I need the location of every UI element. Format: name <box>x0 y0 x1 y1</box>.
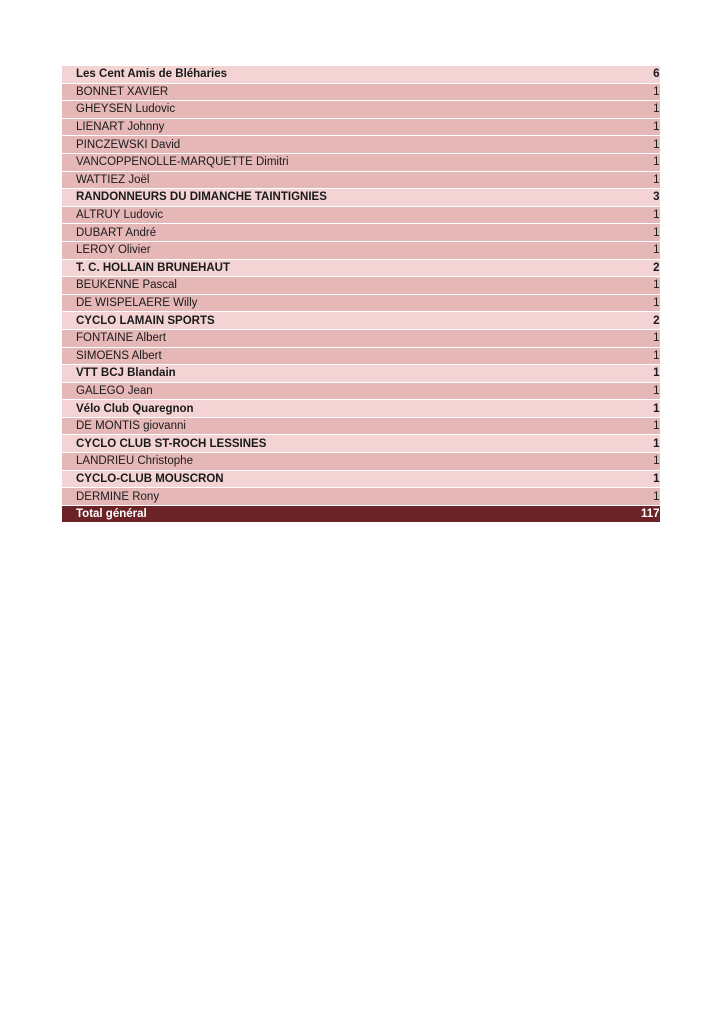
row-name: PINCZEWSKI David <box>62 136 574 154</box>
member-row <box>62 294 660 312</box>
member-row <box>62 329 660 347</box>
row-name: LIENART Johnny <box>62 118 574 136</box>
member-row <box>62 224 660 242</box>
member-row <box>62 171 660 189</box>
row-name: Vélo Club Quaregnon <box>62 400 574 418</box>
row-name: T. C. HOLLAIN BRUNEHAUT <box>62 259 574 277</box>
row-value-1: 1 <box>574 417 660 435</box>
total-row <box>62 505 660 523</box>
member-row <box>62 277 660 295</box>
row-value-1: 1 <box>574 470 660 488</box>
row-name: BEUKENNE Pascal <box>62 277 574 295</box>
member-row <box>62 382 660 400</box>
row-name: DE MONTIS giovanni <box>62 417 574 435</box>
row-value-1: 1 <box>574 224 660 242</box>
row-value-1: 3 <box>574 189 660 207</box>
row-name: Les Cent Amis de Bléharies <box>62 66 574 83</box>
row-name: DERMINE Rony <box>62 488 574 506</box>
row-value-1: 1 <box>574 101 660 119</box>
row-value-1: 1 <box>574 118 660 136</box>
member-row <box>62 241 660 259</box>
row-name: DUBART André <box>62 224 574 242</box>
row-value-1: 1 <box>574 488 660 506</box>
row-name: VANCOPPENOLLE-MARQUETTE Dimitri <box>62 153 574 171</box>
row-value-1: 1 <box>574 277 660 295</box>
row-value-1: 1 <box>574 329 660 347</box>
total-label: Total général <box>62 505 574 523</box>
row-name: CYCLO-CLUB MOUSCRON <box>62 470 574 488</box>
row-name: CYCLO LAMAIN SPORTS <box>62 312 574 330</box>
row-value-1: 2 <box>574 312 660 330</box>
row-name: FONTAINE Albert <box>62 329 574 347</box>
club-row <box>62 66 660 83</box>
row-value-1: 6 <box>574 66 660 83</box>
row-value-1: 1 <box>574 453 660 471</box>
row-name: ALTRUY Ludovic <box>62 206 574 224</box>
row-value-1: 1 <box>574 365 660 383</box>
row-value-1: 1 <box>574 435 660 453</box>
club-row <box>62 365 660 383</box>
row-value-1: 1 <box>574 400 660 418</box>
row-value-1: 1 <box>574 136 660 154</box>
member-row <box>62 136 660 154</box>
row-value-1: 2 <box>574 259 660 277</box>
club-row <box>62 259 660 277</box>
row-name: WATTIEZ Joël <box>62 171 574 189</box>
row-name: GALEGO Jean <box>62 382 574 400</box>
member-row <box>62 83 660 101</box>
row-name: SIMOENS Albert <box>62 347 574 365</box>
row-value-1: 1 <box>574 83 660 101</box>
row-name: LANDRIEU Christophe <box>62 453 574 471</box>
row-value-1: 1 <box>574 206 660 224</box>
member-row <box>62 206 660 224</box>
row-name: DE WISPELAERE Willy <box>62 294 574 312</box>
row-value-1: 1 <box>574 382 660 400</box>
row-value-1: 1 <box>574 347 660 365</box>
row-value-1: 1 <box>574 294 660 312</box>
club-row <box>62 400 660 418</box>
member-row <box>62 347 660 365</box>
row-name: VTT BCJ Blandain <box>62 365 574 383</box>
row-value-1: 1 <box>574 171 660 189</box>
row-name: RANDONNEURS DU DIMANCHE TAINTIGNIES <box>62 189 574 207</box>
club-row <box>62 189 660 207</box>
row-name: GHEYSEN Ludovic <box>62 101 574 119</box>
member-row <box>62 101 660 119</box>
member-row <box>62 453 660 471</box>
row-name: LEROY Olivier <box>62 241 574 259</box>
club-row <box>62 435 660 453</box>
table-body <box>62 66 660 505</box>
total-value-1: 117 <box>574 505 660 523</box>
row-name: BONNET XAVIER <box>62 83 574 101</box>
member-row <box>62 488 660 506</box>
row-name: CYCLO CLUB ST-ROCH LESSINES <box>62 435 574 453</box>
club-row <box>62 312 660 330</box>
member-row <box>62 153 660 171</box>
row-value-1: 1 <box>574 153 660 171</box>
member-row <box>62 417 660 435</box>
participants-table <box>62 66 660 523</box>
member-row <box>62 118 660 136</box>
club-row <box>62 470 660 488</box>
row-value-1: 1 <box>574 241 660 259</box>
